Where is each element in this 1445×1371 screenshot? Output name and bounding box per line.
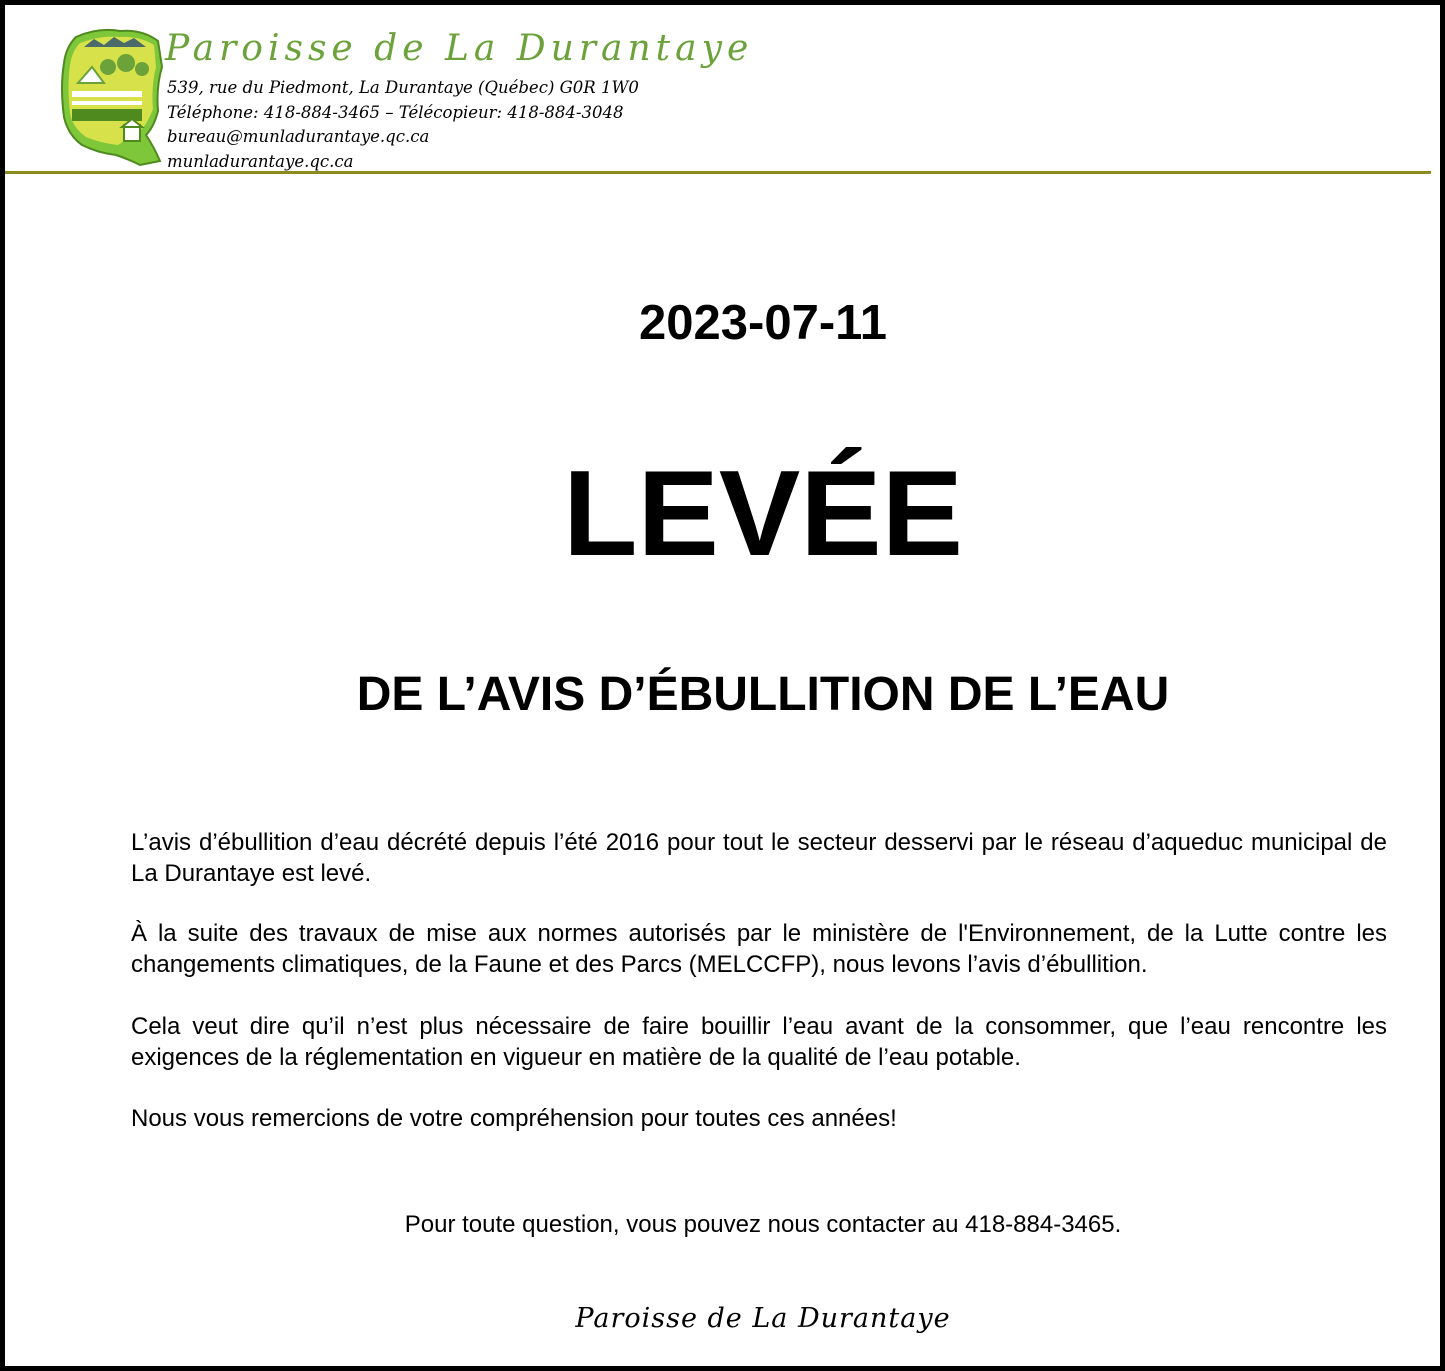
letterhead-website[interactable]: munladurantaye.qc.ca [167, 152, 354, 171]
notice-paragraph: Nous vous remercions de votre compréhension pour toutes ces années! [131, 1105, 897, 1132]
notice-paragraph: À la suite des travaux de mise aux normes autorisés par le ministère de l'Environnement, de la Lutte contre les changements climatiques, de la Faune et des Parcs (MELCCFP), nous levons l’avis d’ébullition. [131, 920, 1387, 978]
notice-subtitle: DE L’AVIS D’ÉBULLITION DE L’EAU [356, 668, 1170, 721]
notice-paragraph: Cela veut dire qu’il n’est plus nécessaire de faire bouillir l’eau avant de la consommer, que l’eau rencontre les exigences de la réglementation en vigueur en matière de la qualité de l’eau potable. [131, 1013, 1387, 1071]
notice-headline: LEVÉE [562, 445, 963, 581]
notice-paragraph: L’avis d’ébullition d’eau décrété depuis l’été 2016 pour tout le secteur desservi par le réseau d’aqueduc municipal de La Durantaye est levé. [131, 829, 1387, 887]
letterhead-address: 539, rue du Piedmont, La Durantaye (Québec) G0R 1W0 [167, 78, 639, 97]
notice-date: 2023-07-11 [639, 296, 887, 350]
letterhead-email[interactable]: bureau@munladurantaye.qc.ca [167, 127, 430, 146]
letterhead-title: Paroisse de La Durantaye [165, 28, 754, 69]
signature: Paroisse de La Durantaye [575, 1303, 951, 1334]
municipality-logo [58, 27, 170, 171]
letterhead-phone: Téléphone: 418-884-3465 – Télécopieur: 418-884-3048 [167, 103, 624, 122]
letterhead-divider [5, 171, 1431, 174]
letterhead [5, 5, 1440, 185]
contact-line: Pour toute question, vous pouvez nous contacter au 418-884-3465. [404, 1211, 1122, 1238]
